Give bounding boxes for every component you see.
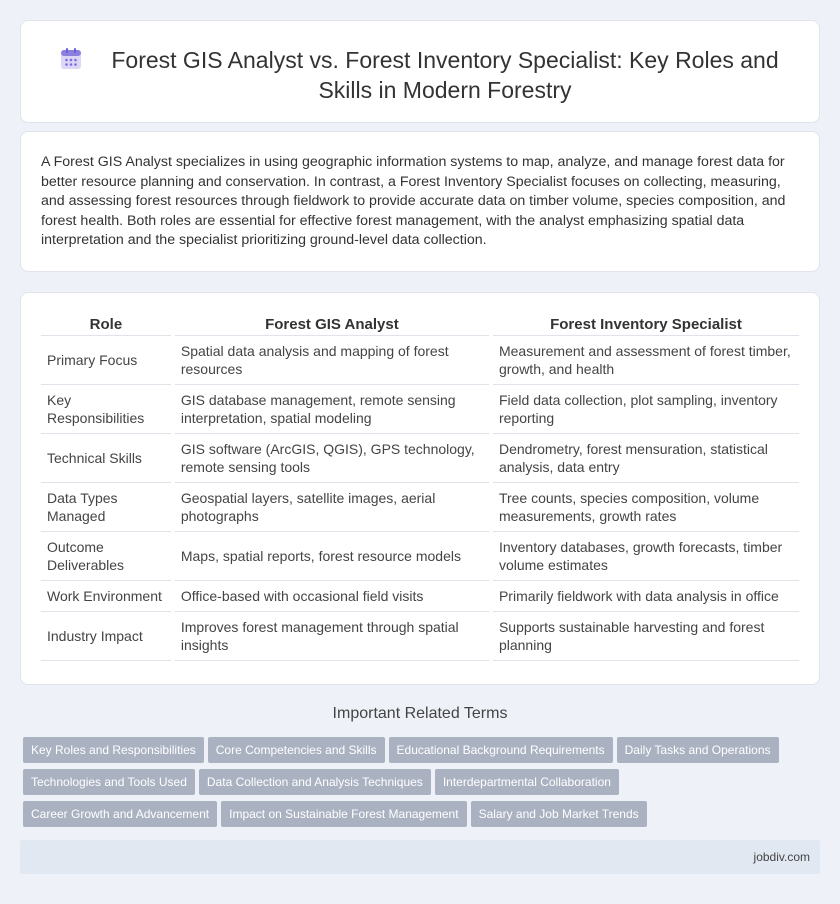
- table-cell-role: Work Environment: [41, 581, 171, 612]
- table-cell-role: Key Responsibilities: [41, 385, 171, 434]
- table-cell-gis: GIS database management, remote sensing interpretation, spatial modeling: [175, 385, 489, 434]
- comparison-table-card: [20, 292, 820, 685]
- related-term-tag[interactable]: Salary and Job Market Trends: [471, 801, 647, 827]
- related-term-tag[interactable]: Core Competencies and Skills: [208, 737, 385, 763]
- related-term-tag[interactable]: Daily Tasks and Operations: [617, 737, 779, 763]
- page-title: Forest GIS Analyst vs. Forest Inventory Specialist: Key Roles and Skills in Modern Forestry: [111, 47, 779, 103]
- table-cell-gis: Improves forest management through spatial insights: [175, 612, 489, 661]
- table-cell-inventory: Field data collection, plot sampling, inventory reporting: [493, 385, 799, 434]
- comparison-table: [37, 314, 803, 661]
- table-cell-inventory: Supports sustainable harvesting and forest planning: [493, 612, 799, 661]
- table-row: [41, 434, 799, 483]
- table-row: [41, 612, 799, 661]
- related-terms-title: Important Related Terms: [332, 705, 508, 722]
- table-cell-gis: Spatial data analysis and mapping of forest resources: [175, 336, 489, 385]
- table-row: [41, 532, 799, 581]
- footer-site-link[interactable]: jobdiv.com: [753, 850, 810, 864]
- table-cell-role: Technical Skills: [41, 434, 171, 483]
- related-term-tag[interactable]: Educational Background Requirements: [389, 737, 613, 763]
- table-cell-gis: Office-based with occasional field visits: [175, 581, 489, 612]
- table-cell-inventory: Dendrometry, forest mensuration, statistical analysis, data entry: [493, 434, 799, 483]
- table-header-row: [41, 314, 799, 336]
- related-terms-tags: [23, 737, 813, 833]
- footer: [20, 840, 820, 874]
- table-cell-gis: Maps, spatial reports, forest resource models: [175, 532, 489, 581]
- title-card: [20, 20, 820, 123]
- header-role: Role: [41, 314, 171, 336]
- related-term-tag[interactable]: Technologies and Tools Used: [23, 769, 195, 795]
- related-term-tag[interactable]: Data Collection and Analysis Techniques: [199, 769, 431, 795]
- table-cell-role: Industry Impact: [41, 612, 171, 661]
- table-row: [41, 385, 799, 434]
- table-cell-inventory: Inventory databases, growth forecasts, timber volume estimates: [493, 532, 799, 581]
- related-term-tag[interactable]: Key Roles and Responsibilities: [23, 737, 204, 763]
- related-term-tag[interactable]: Impact on Sustainable Forest Management: [221, 801, 466, 827]
- intro-paragraph: A Forest GIS Analyst specializes in using geographic information systems to map, analyze, and manage forest data for better resource planning and conservation. In contrast, a Forest Inventory Specialist focuses on collecting, measuring, and assessing forest resources through fieldwork to provide accurate data on timber volume, species composition, and forest health. Both roles are essential for effective forest management, with the analyst emphasizing spatial data interpretation and the specialist prioritizing ground-level data collection.: [41, 154, 786, 249]
- header-gis-analyst: Forest GIS Analyst: [175, 314, 489, 336]
- intro-card: [20, 131, 820, 272]
- related-term-tag[interactable]: Career Growth and Advancement: [23, 801, 217, 827]
- table-cell-inventory: Primarily fieldwork with data analysis in office: [493, 581, 799, 612]
- table-row: [41, 336, 799, 385]
- calendar-grid-icon: [59, 47, 83, 71]
- table-cell-gis: GIS software (ArcGIS, QGIS), GPS technology, remote sensing tools: [175, 434, 489, 483]
- table-cell-inventory: Measurement and assessment of forest timber, growth, and health: [493, 336, 799, 385]
- table-cell-inventory: Tree counts, species composition, volume measurements, growth rates: [493, 483, 799, 532]
- table-cell-gis: Geospatial layers, satellite images, aerial photographs: [175, 483, 489, 532]
- table-cell-role: Primary Focus: [41, 336, 171, 385]
- table-cell-role: Outcome Deliverables: [41, 532, 171, 581]
- table-row: [41, 581, 799, 612]
- header-inventory-specialist: Forest Inventory Specialist: [493, 314, 799, 336]
- table-cell-role: Data Types Managed: [41, 483, 171, 532]
- table-row: [41, 483, 799, 532]
- related-term-tag[interactable]: Interdepartmental Collaboration: [435, 769, 619, 795]
